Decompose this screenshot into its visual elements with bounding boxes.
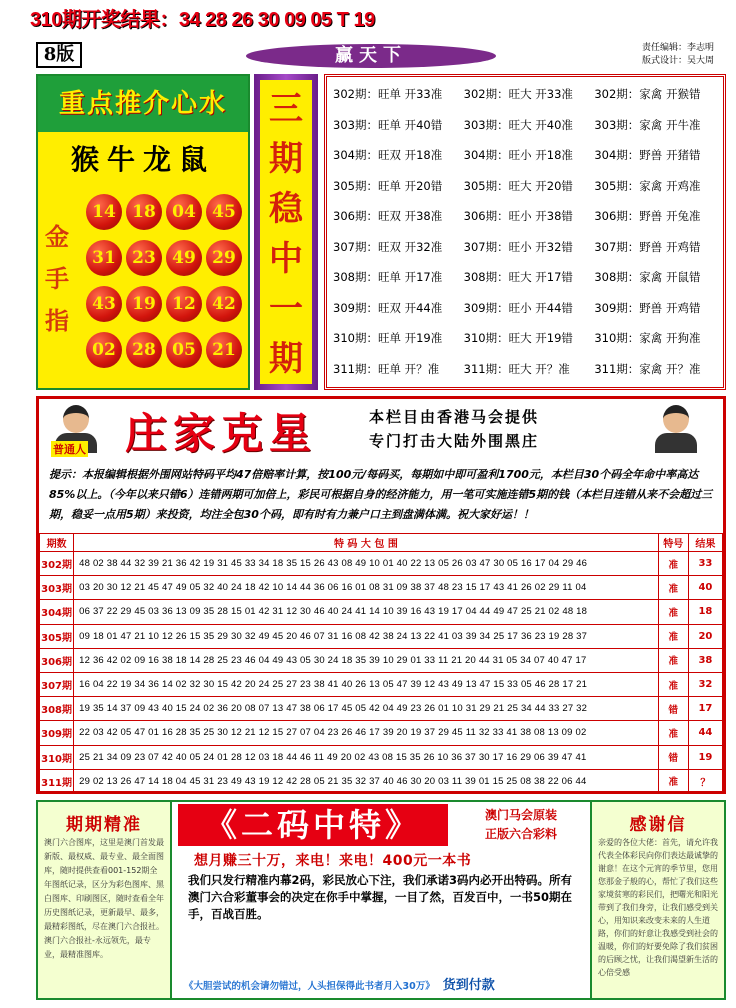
col-special: 特号: [658, 534, 688, 552]
prediction-cell: 305期：旺单 开20错: [333, 178, 443, 193]
prediction-row: [329, 79, 721, 110]
codes-cell: 19 35 14 37 09 43 40 15 24 02 36 20 08 07 13 47 38 06 17 45 05 42 04 49 23 26 01 10 31 29 21 25 34 44 33 27 32: [74, 697, 659, 721]
status-cell: 准: [658, 552, 688, 576]
number-ball: 42: [206, 286, 242, 322]
editor-credit: 责任编辑：李志明: [641, 43, 714, 53]
prediction-cell: 304期：旺双 开18准: [333, 148, 443, 163]
three-period-char: 中: [269, 239, 303, 279]
middle-ad-body: 我们只发行精准内幕2码，彩民放心下注，我们承诺3码内必开出特码。所有澳门六合彩董事会的决定在你手中掌握，一目了然，百发百中，一书50期在手，百战百胜。: [188, 873, 572, 921]
codes-cell: 06 37 22 29 45 03 36 13 09 35 28 15 01 42 31 12 30 46 40 24 41 14 10 39 16 43 19 17 04 44 49 47 25 21 02 48 18: [74, 600, 659, 624]
prediction-row: [329, 110, 721, 141]
recommend-box: [36, 74, 250, 390]
banker-tip: 提示：本报编辑根据外围网站特码平均47倍赔率计算，按100元/每码买，每期如中即可盈利1700元，本栏目30个码全年命中率高达85%以上。（今年以来只错6）连错两期可加倍上，彩民可根据自身的经济能力，用一笔可实施连错5期的钱（本栏目连错从来不会超过三期，稳妥一点用5期）来投资，均注全包30个码，即有时有力兼户口主到盘满体满。祝大家好运！！: [49, 468, 713, 521]
col-codes: 特 码 大 包 围: [74, 534, 659, 552]
number-ball: 28: [126, 332, 162, 368]
prediction-cell: 305期：家禽 开鸡准: [594, 178, 701, 193]
number-ball: 43: [86, 286, 122, 322]
table-row: [40, 769, 723, 793]
credits: [642, 42, 714, 68]
period-cell: 304期: [40, 600, 74, 624]
prediction-cell: 302期：家禽 开猴错: [594, 87, 701, 102]
status-cell: 准: [658, 600, 688, 624]
banker-sub-line1: 本栏目由香港马会提供: [369, 408, 540, 426]
period-cell: 311期: [40, 769, 74, 793]
table-row: [40, 672, 723, 696]
prediction-row: [329, 140, 721, 171]
number-ball: 19: [126, 286, 162, 322]
avatar: [655, 405, 697, 453]
table-row: [40, 600, 723, 624]
period-cell: 305期: [40, 624, 74, 648]
result-cell: 38: [688, 648, 722, 672]
number-ball-grid: [86, 194, 246, 368]
gold-char: 金: [45, 222, 69, 251]
prediction-cell: 311期：旺大 开？准: [463, 361, 570, 376]
number-ball: 18: [126, 194, 162, 230]
left-ad-title: 期期精准: [66, 815, 142, 835]
prediction-cell: 309期：旺小 开44错: [463, 300, 573, 315]
left-ad-text: 澳门六合图库，这里是澳门首发最新版、最权威、最专业、最全面图库，随时提供查看001-152期全年图纸记录，区分为彩色图库、黑白图库、印刷图区，随时查看全年历史图纸记录，更新最早、最多，最精彩图纸，尽在澳门六合报社。澳门六合报社-永远领先，最专业，最精准图库。: [44, 838, 164, 959]
three-period-char: 一: [269, 289, 303, 329]
prediction-cell: 307期：旺双 开32准: [333, 239, 443, 254]
prediction-row: [329, 323, 721, 354]
number-ball: 14: [86, 194, 122, 230]
three-period-char: 稳: [269, 189, 303, 229]
cod-label: 货到付款: [442, 978, 495, 993]
period-cell: 302期: [40, 552, 74, 576]
prediction-cell: 310期：旺大 开19错: [463, 331, 573, 346]
period-cell: 309期: [40, 721, 74, 745]
right-ad-text: 亲爱的各位大佬：首先，请允许我代表全体彩民向你们表达最诚挚的谢意！在这个元宵的季节里，您用您那金子般的心，帮忙了我们这些家境贫寒的彩民们，把曙光和阳光带到了我们身旁，让我们感受到关心，用知识来改变未来的人生道路，你们的好意让我感受到社会的温暖，你们的好要免除了我们贫困的后顾之忧，让我们渴望新生活的心倍受感: [598, 838, 718, 977]
prediction-row: [329, 262, 721, 293]
two-code-title: 《二码中特》: [178, 804, 448, 846]
right-ad: [590, 802, 724, 998]
banker-header: [39, 399, 723, 465]
code-table: [39, 533, 723, 794]
edition-label: 8版: [36, 42, 82, 68]
three-period-char: 期: [269, 139, 303, 179]
recommend-title: 重点推介心水: [38, 76, 248, 132]
result-cell: 40: [688, 576, 722, 600]
result-cell: 17: [688, 697, 722, 721]
prediction-cell: 306期：野兽 开兔准: [594, 209, 701, 224]
prediction-cell: 302期：旺大 开33准: [463, 87, 573, 102]
period-cell: 306期: [40, 648, 74, 672]
table-row: [40, 721, 723, 745]
prediction-cell: 303期：旺单 开40错: [333, 117, 443, 132]
codes-cell: 29 02 13 26 47 14 18 04 45 31 23 49 43 19 12 42 28 05 21 35 32 37 40 46 30 20 03 11 39 01 15 25 08 38 22 06 44: [74, 769, 659, 793]
right-ad-title: 感谢信: [629, 815, 687, 835]
prediction-row: [329, 171, 721, 202]
middle-ad-side: [454, 806, 588, 844]
zodiac-picks: 猴牛龙鼠: [70, 143, 215, 176]
number-ball: 21: [206, 332, 242, 368]
result-cell: 33: [688, 552, 722, 576]
prediction-cell: 307期：旺小 开32错: [463, 239, 573, 254]
table-row: [40, 648, 723, 672]
prediction-cell: 304期：旺小 开18准: [463, 148, 573, 163]
side-line2: 正版六合彩料: [484, 827, 557, 841]
middle-ad-foot: [184, 974, 495, 993]
period-cell: 308期: [40, 697, 74, 721]
bottom-section: [36, 800, 726, 1000]
result-header: [0, 0, 736, 40]
status-cell: 错: [658, 745, 688, 769]
number-ball: 31: [86, 240, 122, 276]
col-period: 期数: [40, 534, 74, 552]
prediction-cell: 310期：旺单 开19准: [333, 331, 443, 346]
prediction-cell: 303期：旺大 开40准: [463, 117, 573, 132]
status-cell: 准: [658, 672, 688, 696]
codes-cell: 03 20 30 12 21 45 47 49 05 32 40 24 18 42 10 14 44 36 06 16 01 08 31 09 38 37 48 23 15 17 43 41 26 02 29 11 04: [74, 576, 659, 600]
prediction-cell: 310期：家禽 开狗准: [594, 331, 701, 346]
period-cell: 310期: [40, 745, 74, 769]
prediction-cell: 304期：野兽 开猪错: [594, 148, 701, 163]
designer-credit: 版式设计：吴大周: [641, 56, 714, 66]
number-ball: 29: [206, 240, 242, 276]
codes-cell: 09 18 01 47 21 10 12 26 15 35 29 30 32 49 45 20 46 07 31 16 08 42 38 24 13 22 41 03 39 34 25 17 36 23 19 28 37: [74, 624, 659, 648]
table-row: [40, 552, 723, 576]
title-bar: [36, 42, 726, 70]
prediction-cell: 311期：旺单 开？准: [333, 361, 440, 376]
codes-cell: 12 36 42 02 09 16 38 18 14 28 25 23 46 04 49 43 05 30 24 18 35 39 10 29 01 33 11 21 20 44 31 05 34 07 40 47 17: [74, 648, 659, 672]
side-line1: 澳门马会原装: [484, 808, 557, 822]
status-cell: 准: [658, 624, 688, 648]
result-cell: ？: [688, 769, 722, 793]
upper-section: [36, 74, 726, 390]
three-period-char: 期: [269, 339, 303, 379]
banker-subtitle: [369, 405, 539, 453]
left-ad: [38, 802, 172, 998]
banker-sub-line2: 专门打击大陆外围黑庄: [369, 432, 540, 450]
status-cell: 错: [658, 697, 688, 721]
codes-cell: 25 21 34 09 23 07 42 40 05 24 01 28 12 03 18 44 46 11 49 20 02 43 08 15 35 26 10 36 37 30 17 16 29 06 39 47 41: [74, 745, 659, 769]
finger-char: 指: [45, 306, 69, 335]
prediction-row: [329, 232, 721, 263]
prediction-cell: 306期：旺小 开38错: [463, 209, 573, 224]
period-cell: 303期: [40, 576, 74, 600]
table-row: [40, 697, 723, 721]
prediction-cell: 306期：旺双 开38准: [333, 209, 443, 224]
prediction-cell: 305期：旺大 开20错: [463, 178, 573, 193]
number-ball: 23: [126, 240, 162, 276]
prediction-table: [324, 74, 726, 390]
table-row: [40, 745, 723, 769]
banker-title: 庄家克星: [125, 409, 318, 458]
codes-cell: 22 03 42 05 47 01 16 28 35 25 30 12 21 12 15 27 07 04 23 26 46 17 39 20 19 37 29 45 11 32 33 41 38 08 13 09 02: [74, 721, 659, 745]
table-row: [40, 624, 723, 648]
newspaper-title: 赢天下: [246, 44, 496, 68]
result-cell: 19: [688, 745, 722, 769]
col-result: 结果: [688, 534, 722, 552]
table-header-row: [40, 534, 723, 552]
banker-section: [36, 396, 726, 794]
period-cell: 307期: [40, 672, 74, 696]
number-ball: 05: [166, 332, 202, 368]
three-period-char: 三: [269, 89, 303, 129]
number-ball: 02: [86, 332, 122, 368]
result-cell: 20: [688, 624, 722, 648]
middle-ad-top: [178, 804, 588, 846]
prediction-cell: 311期：家禽 开？准: [594, 361, 701, 376]
middle-ad: [174, 802, 590, 998]
draw-result: 310期开奖结果：34 28 26 30 09 05 T 19: [30, 9, 375, 31]
number-ball: 12: [166, 286, 202, 322]
hand-char: 手: [45, 264, 69, 293]
prediction-cell: 309期：旺双 开44准: [333, 300, 443, 315]
codes-cell: 16 04 22 19 34 36 14 02 32 30 15 42 20 24 25 27 23 38 41 40 26 13 05 47 39 12 43 49 13 47 15 33 05 46 28 17 21: [74, 672, 659, 696]
number-ball: 04: [166, 194, 202, 230]
status-cell: 准: [658, 648, 688, 672]
foot-note: 《大胆尝试的机会请勿错过，人头担保得此书者月入30万》: [184, 981, 435, 992]
number-ball: 49: [166, 240, 202, 276]
prediction-cell: 307期：野兽 开鸡错: [594, 239, 701, 254]
slogan: 想月赚三十万，来电！来电！400元一本书: [194, 853, 472, 869]
prediction-cell: 308期：家禽 开鼠错: [594, 270, 701, 285]
status-cell: 准: [658, 576, 688, 600]
prediction-cell: 309期：野兽 开鸡错: [594, 300, 701, 315]
prediction-cell: 308期：旺单 开17准: [333, 270, 443, 285]
status-cell: 准: [658, 769, 688, 793]
prediction-row: [329, 293, 721, 324]
result-cell: 32: [688, 672, 722, 696]
three-period-banner: [254, 74, 318, 390]
prediction-row: [329, 201, 721, 232]
result-cell: 18: [688, 600, 722, 624]
avatar-tag: 普通人: [53, 443, 86, 456]
number-ball: 45: [206, 194, 242, 230]
prediction-cell: 308期：旺大 开17错: [463, 270, 573, 285]
prediction-cell: 302期：旺单 开33准: [333, 87, 443, 102]
result-cell: 44: [688, 721, 722, 745]
prediction-cell: 303期：家禽 开牛准: [594, 117, 701, 132]
status-cell: 准: [658, 721, 688, 745]
prediction-row: [329, 354, 721, 385]
codes-cell: 48 02 38 44 32 39 21 36 42 19 31 45 33 34 18 35 15 26 43 08 49 10 01 40 22 13 05 26 03 47 30 05 16 17 04 29 46: [74, 552, 659, 576]
gold-finger-label: [42, 216, 72, 342]
code-table-body: [40, 552, 723, 794]
three-period-text: [260, 80, 312, 384]
table-row: [40, 576, 723, 600]
